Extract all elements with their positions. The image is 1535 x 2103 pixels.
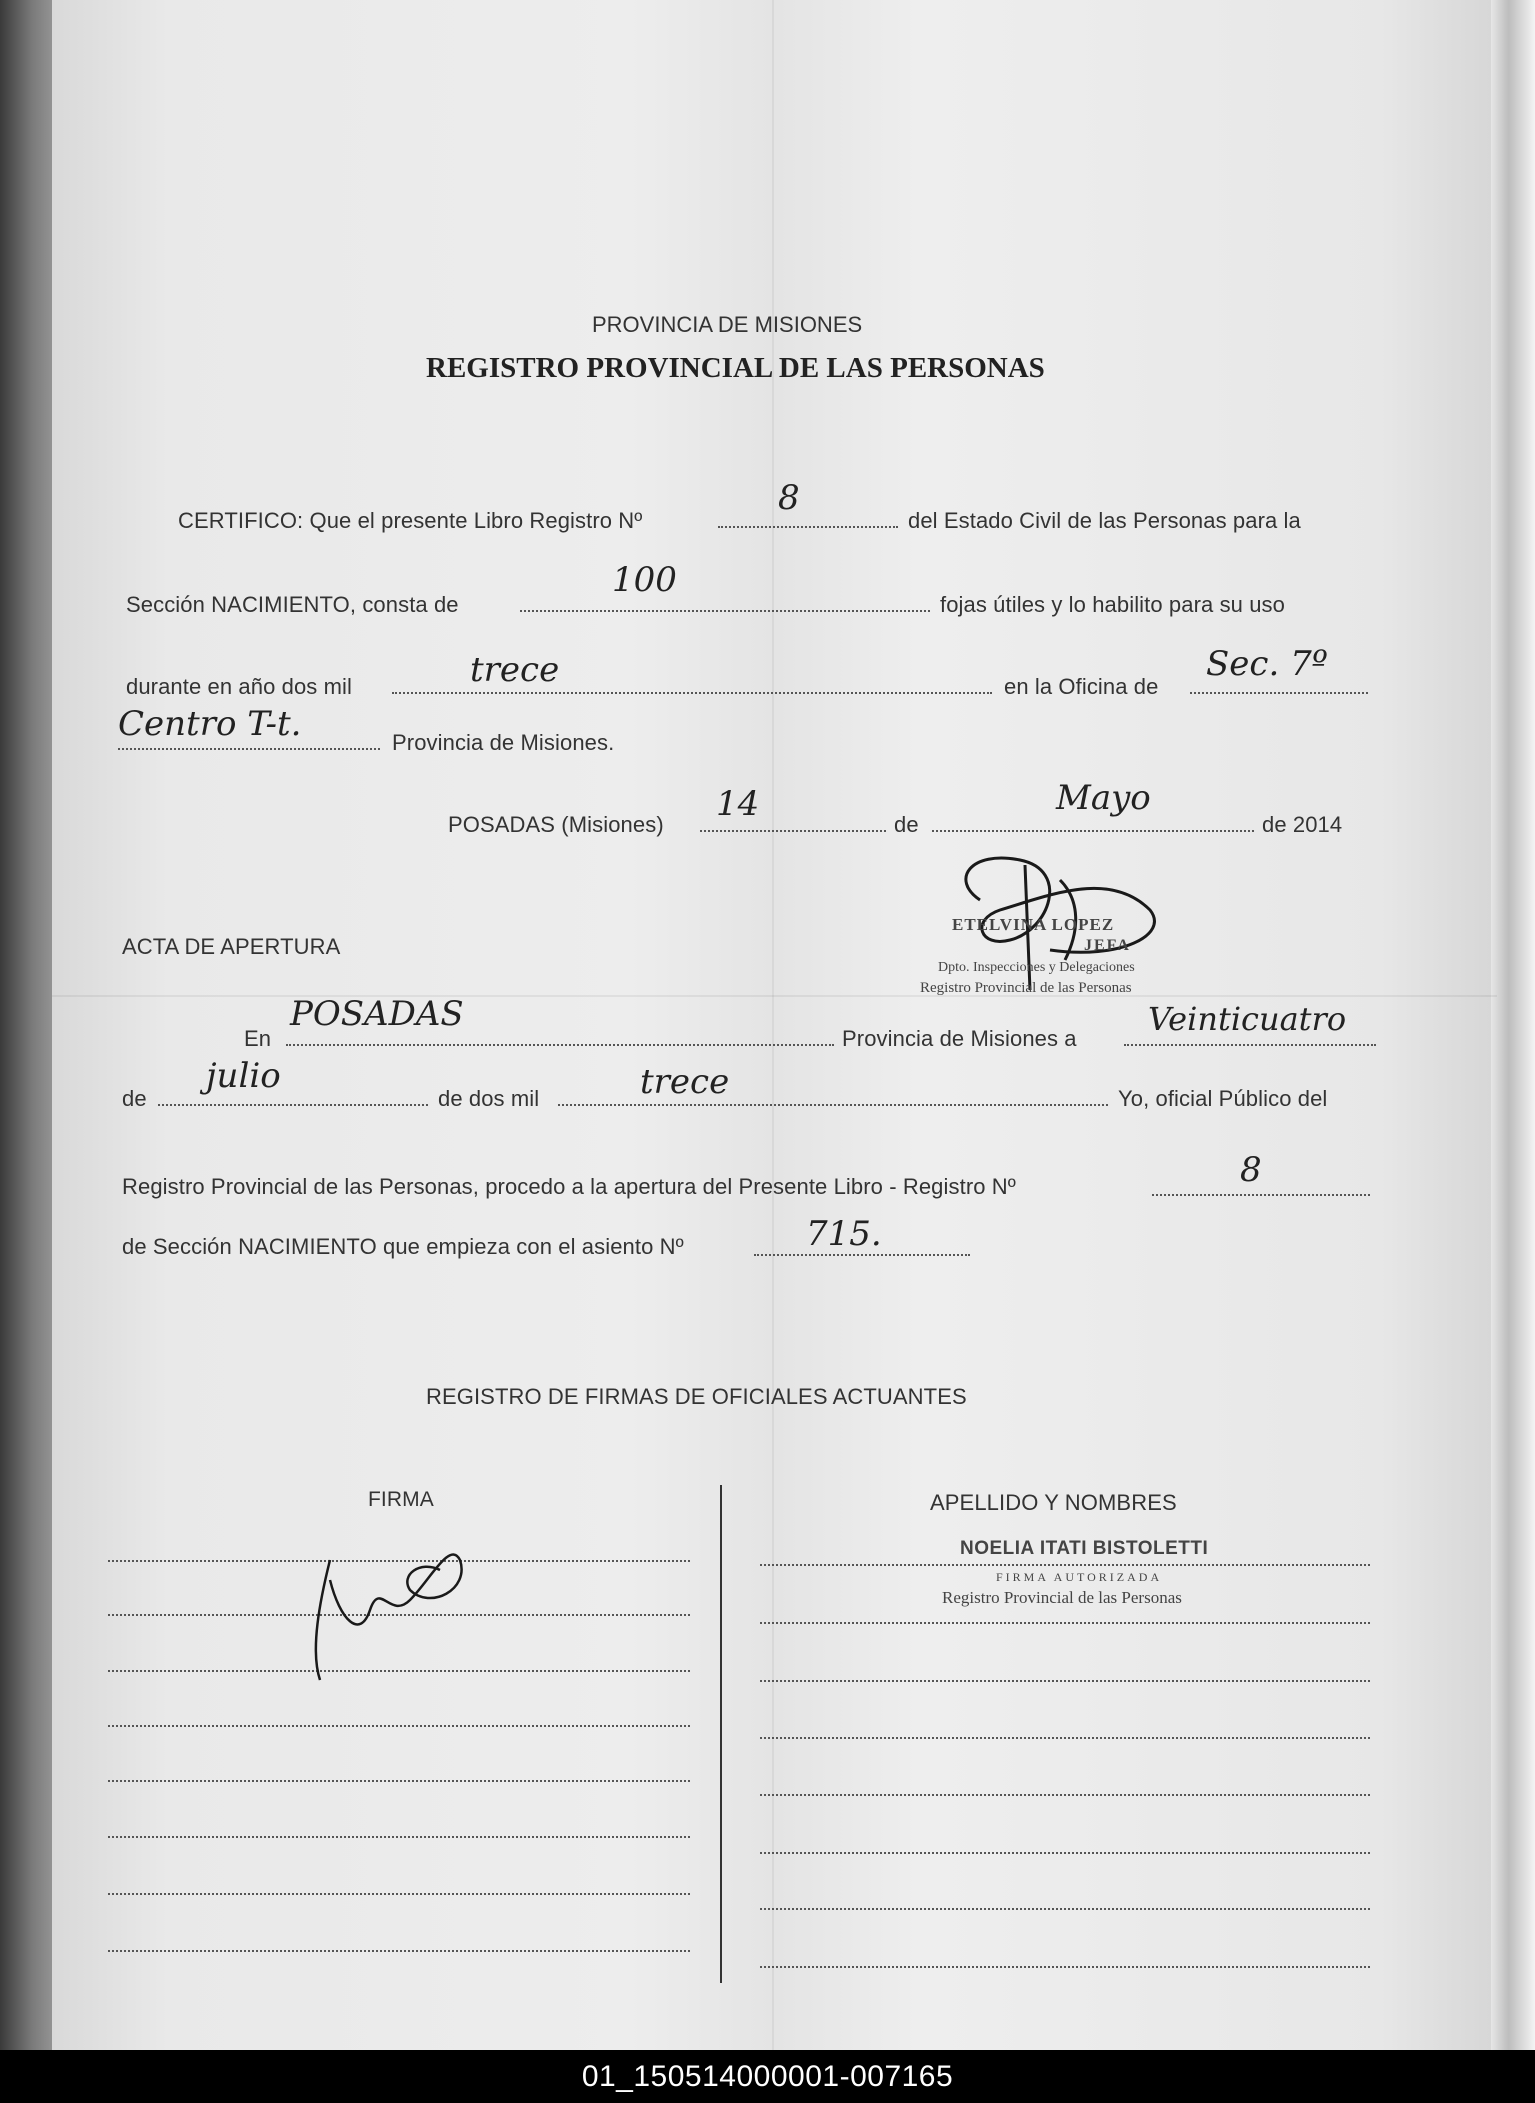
handwritten-year: trece	[470, 650, 560, 690]
signature-line	[108, 1725, 690, 1727]
cert-year: de 2014	[1262, 812, 1343, 837]
cert-line1-pre: CERTIFICO: Que el presente Libro Registro Nº	[178, 508, 643, 533]
dotted-line	[1124, 1042, 1376, 1046]
scan-edge-left	[0, 0, 58, 2050]
stamp-org: Registro Provincial de las Personas	[920, 980, 1132, 996]
dotted-line	[118, 746, 380, 750]
signature-officer	[300, 1520, 480, 1690]
paper-fold	[52, 995, 1497, 997]
signature-line	[108, 1836, 690, 1838]
dotted-line	[1190, 690, 1368, 694]
apertura-line4: de Sección NACIMIENTO que empieza con el asiento Nº	[122, 1234, 684, 1259]
paper-fold	[772, 0, 774, 2050]
apertura-en: En	[244, 1026, 272, 1051]
cert-line1-post: del Estado Civil de las Personas para la	[908, 508, 1301, 533]
apertura-yo: Yo, oficial Público del	[1118, 1086, 1328, 1111]
stamp-dept: Dpto. Inspecciones y Delegaciones	[938, 960, 1135, 975]
signature-line	[108, 1950, 690, 1952]
cert-line2-pre: Sección NACIMIENTO, consta de	[126, 592, 459, 617]
stamp-officer-role: FIRMA AUTORIZADA	[996, 1570, 1163, 1584]
handwritten-day-word: Veinticuatro	[1148, 1000, 1347, 1038]
name-line	[760, 1908, 1370, 1910]
cert-line3-pre: durante en año dos mil	[126, 674, 353, 699]
dotted-line	[392, 690, 992, 694]
apertura-title: ACTA DE APERTURA	[122, 934, 341, 959]
dotted-line	[558, 1102, 1108, 1106]
dotted-line	[520, 608, 930, 612]
dotted-line	[1152, 1192, 1370, 1196]
name-line	[760, 1794, 1370, 1796]
cert-line4-post: Provincia de Misiones.	[392, 730, 615, 755]
handwritten-month: Mayo	[1056, 778, 1151, 818]
name-line	[760, 1737, 1370, 1739]
signature-line	[108, 1780, 690, 1782]
firmas-title: REGISTRO DE FIRMAS DE OFICIALES ACTUANTES	[426, 1384, 967, 1409]
dotted-line	[158, 1102, 428, 1106]
col-header-apellido: APELLIDO Y NOMBRES	[930, 1490, 1177, 1515]
name-line	[760, 1966, 1370, 1968]
handwritten-libro-no: 8	[778, 478, 800, 518]
dotted-line	[932, 828, 1254, 832]
handwritten-fojas: 100	[612, 560, 677, 600]
name-line	[760, 1680, 1370, 1682]
cert-de: de	[894, 812, 919, 837]
stamp-role: JEFA	[1084, 937, 1131, 954]
header-registry: REGISTRO PROVINCIAL DE LAS PERSONAS	[426, 352, 1045, 384]
apertura-de: de	[122, 1086, 147, 1111]
handwritten-oficina-cont: Centro T-t.	[118, 704, 302, 744]
scan-footer-id: 01_150514000001-007165	[0, 2050, 1535, 2103]
handwritten-place: POSADAS	[290, 994, 464, 1034]
apertura-de-dos-mil: de dos mil	[438, 1086, 540, 1111]
handwritten-oficina: Sec. 7º	[1206, 644, 1328, 684]
header-province: PROVINCIA DE MISIONES	[592, 312, 863, 337]
name-line	[760, 1622, 1370, 1624]
handwritten-day: 14	[716, 784, 760, 824]
apertura-prov: Provincia de Misiones a	[842, 1026, 1077, 1051]
stamp-name: ETELVINA LOPEZ	[952, 915, 1115, 934]
name-line	[760, 1852, 1370, 1854]
scan-edge-right	[1491, 0, 1535, 2050]
handwritten-year: trece	[640, 1062, 730, 1102]
handwritten-libro-no: 8	[1240, 1150, 1262, 1190]
column-divider	[720, 1485, 722, 1983]
handwritten-month: julio	[206, 1056, 281, 1096]
stamp-officer-name: NOELIA ITATI BISTOLETTI	[960, 1538, 1209, 1559]
stamp-officer-org: Registro Provincial de las Personas	[942, 1588, 1182, 1607]
name-line	[760, 1564, 1370, 1566]
cert-line2-post: fojas útiles y lo habilito para su uso	[940, 592, 1285, 617]
cert-place: POSADAS (Misiones)	[448, 812, 664, 837]
dotted-line	[700, 828, 886, 832]
cert-line3-post: en la Oficina de	[1004, 674, 1159, 699]
col-header-firma: FIRMA	[368, 1488, 434, 1511]
signature-line	[108, 1893, 690, 1895]
apertura-line3: Registro Provincial de las Personas, procedo a la apertura del Presente Libro - Registro Nº	[122, 1174, 1016, 1199]
handwritten-asiento: 715.	[806, 1214, 882, 1254]
dotted-line	[718, 524, 898, 528]
dotted-line	[286, 1042, 834, 1046]
